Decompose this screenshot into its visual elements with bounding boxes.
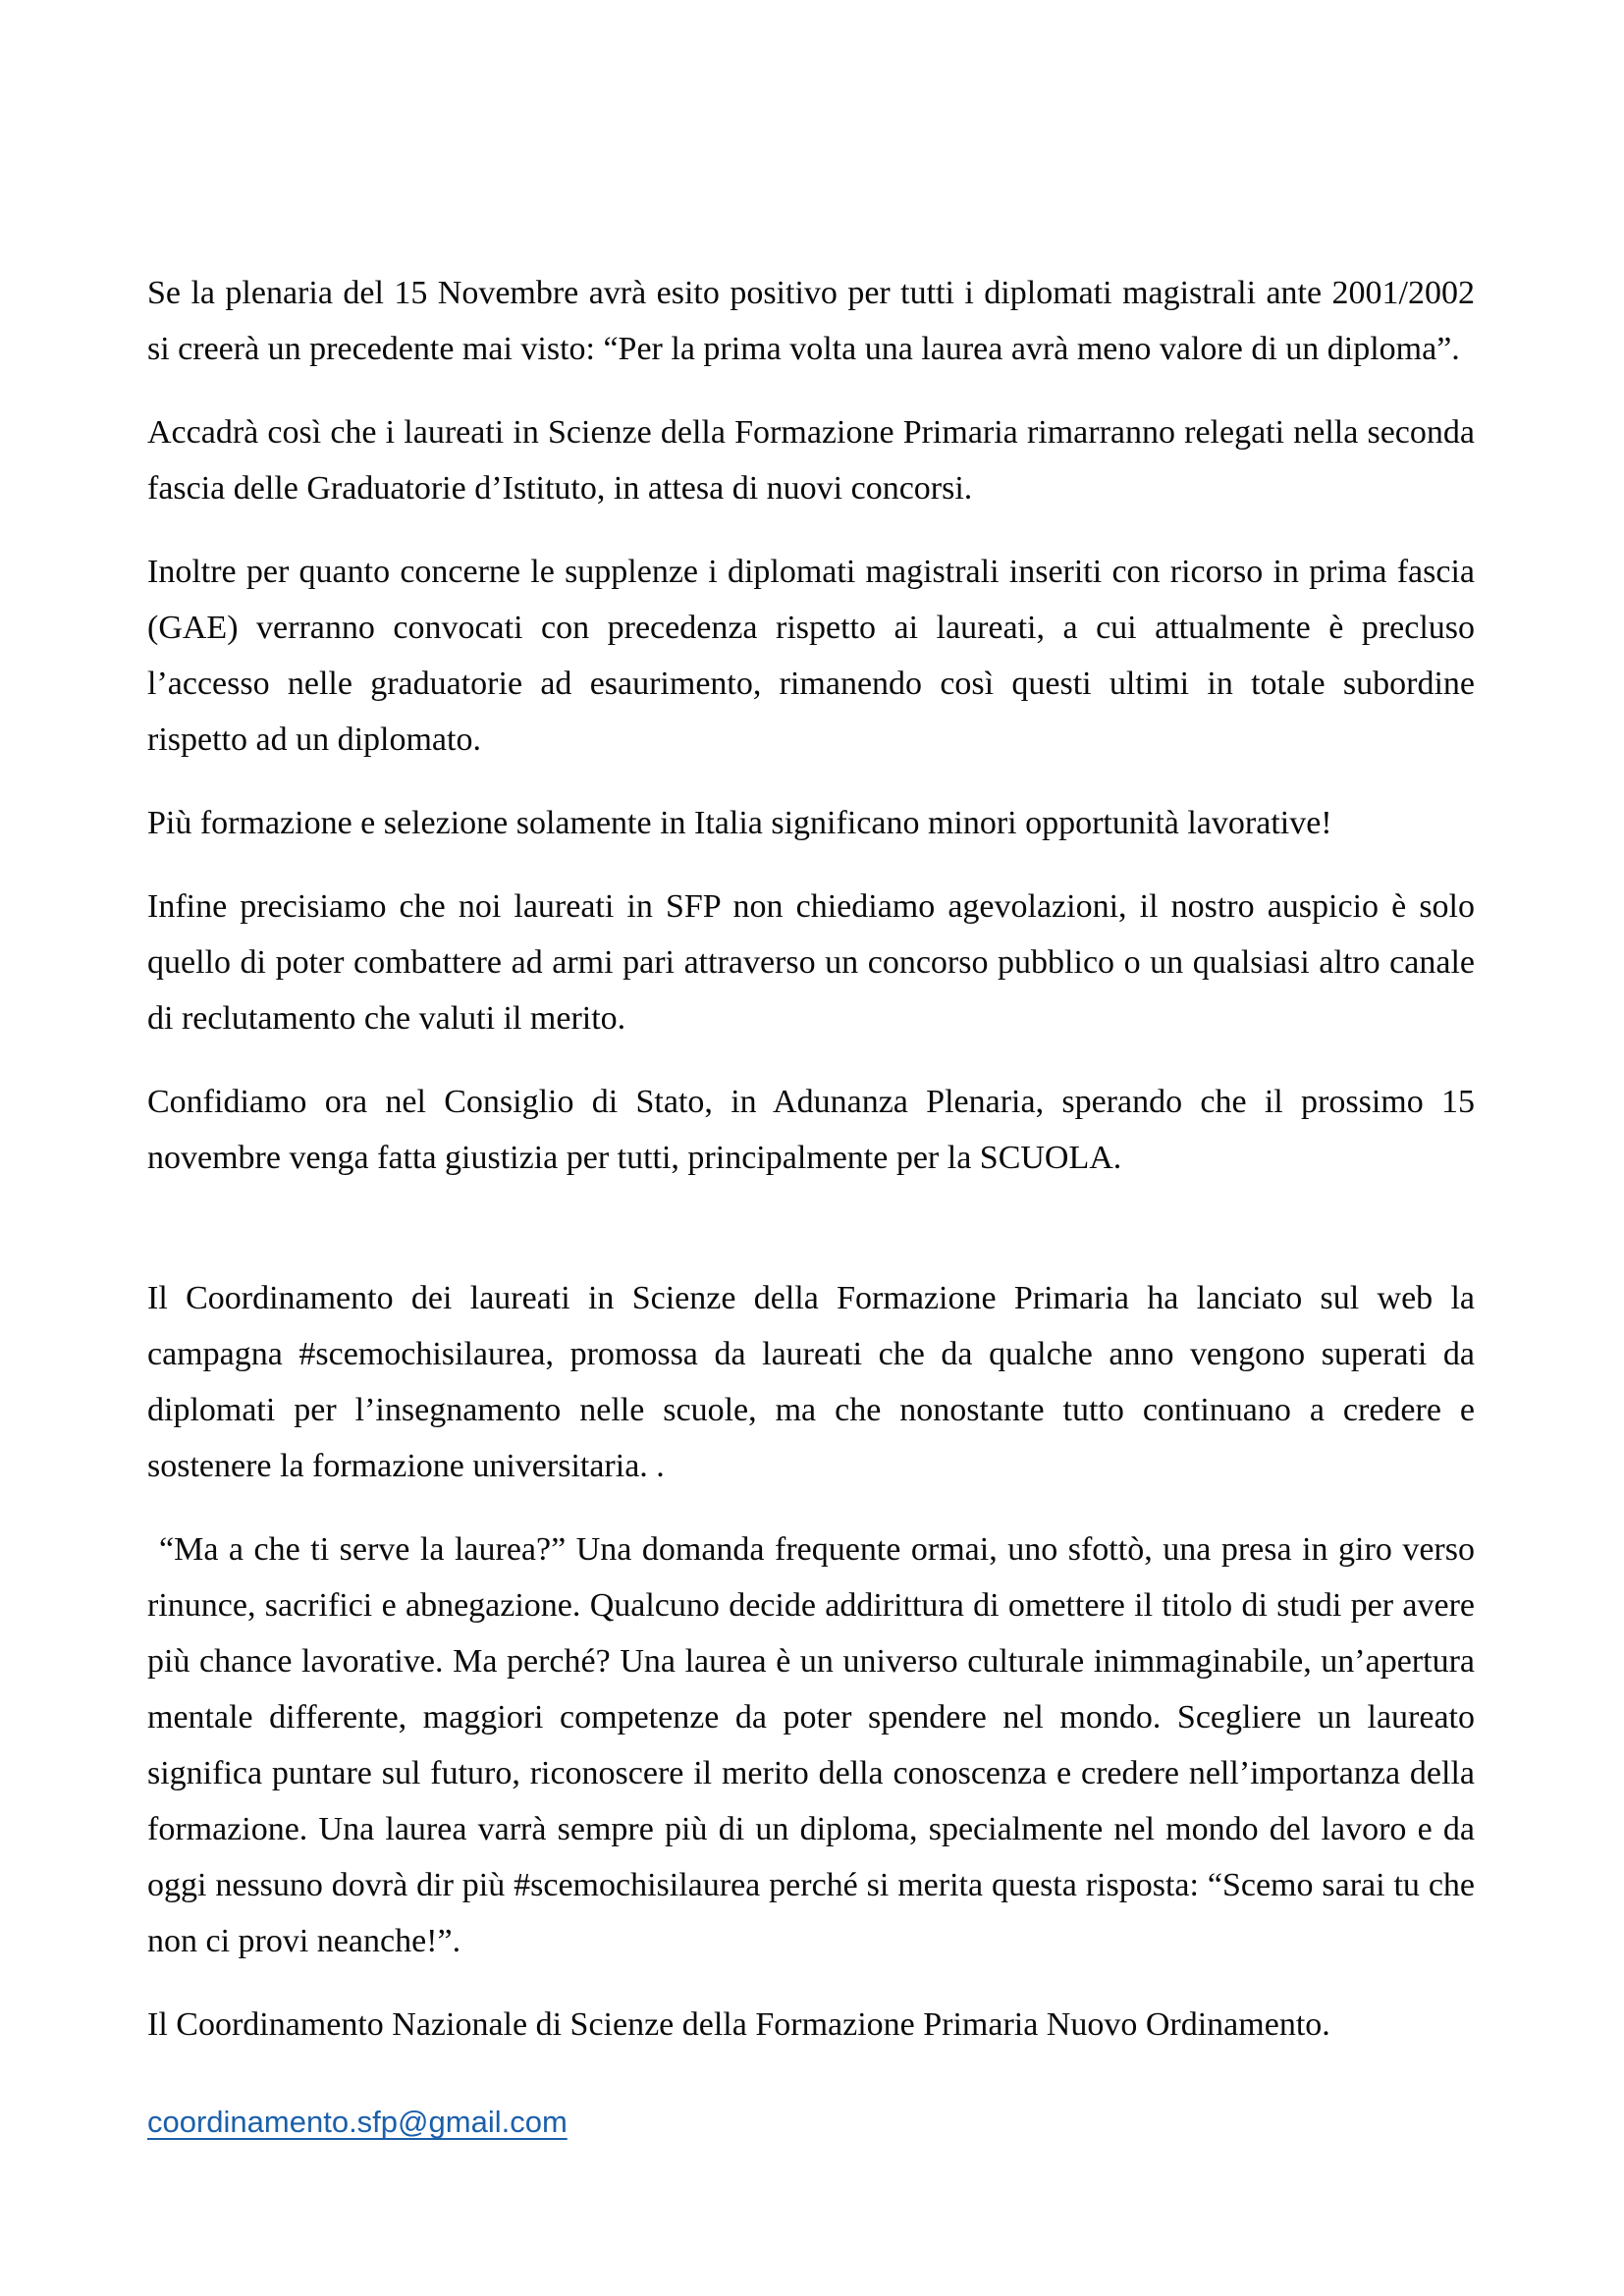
email-link[interactable]: coordinamento.sfp@gmail.com (147, 2105, 568, 2139)
paragraph: “Ma a che ti serve la laurea?” Una domanda frequente ormai, uno sfottò, una presa in giro verso rinunce, sacrifici e abnegazione. Qualcuno decide addirittura di omettere il titolo di studi per avere più chance lavorative. Ma perché? Una laurea è un universo culturale inimmaginabile, un’apertura mentale differente, maggiori competenze da poter spendere nel mondo. Scegliere un laureato significa puntare sul futuro, riconoscere il merito della conoscenza e credere nell’importanza della formazione. Una laurea varrà sempre più di un diploma, specialmente nel mondo del lavoro e da oggi nessuno dovrà dir più #scemochisilaurea perché si merita questa risposta: “Scemo sarai tu che non ci provi neanche!”. (147, 1531, 1475, 1959)
paragraph: Il Coordinamento Nazionale di Scienze della Formazione Primaria Nuovo Ordinamento. (147, 2006, 1330, 2043)
paragraph: Più formazione e selezione solamente in Italia significano minori opportunità lavorative! (147, 805, 1332, 841)
paragraph: Il Coordinamento dei laureati in Scienze della Formazione Primaria ha lanciato sul web la campagna #scemochisilaurea, promossa da laureati che da qualche anno vengono superati da diplomati per l’insegnamento nelle scuole, ma che nonostante tutto continuano a credere e sostenere la formazione universitaria. . (147, 1280, 1475, 1484)
email-paragraph (147, 2094, 1475, 2150)
paragraph: Accadrà così che i laureati in Scienze della Formazione Primaria rimarranno relegati nella seconda fascia delle Graduatorie d’Istituto, in attesa di nuovi concorsi. (147, 414, 1475, 507)
paragraph: Se la plenaria del 15 Novembre avrà esito positivo per tutti i diplomati magistrali ante 2001/2002 si creerà un precedente mai visto: “Per la prima volta una laurea avrà meno valore di un diploma”. (147, 275, 1475, 367)
document-body (147, 265, 1475, 2150)
paragraph: Infine precisiamo che noi laureati in SFP non chiediamo agevolazioni, il nostro auspicio è solo quello di poter combattere ad armi pari attraverso un concorso pubblico o un qualsiasi altro canale di reclutamento che valuti il merito. (147, 888, 1475, 1037)
paragraph: Confidiamo ora nel Consiglio di Stato, in Adunanza Plenaria, sperando che il prossimo 15 novembre venga fatta giustizia per tutti, principalmente per la SCUOLA. (147, 1084, 1475, 1176)
paragraph: Inoltre per quanto concerne le supplenze i diplomati magistrali inseriti con ricorso in prima fascia (GAE) verranno convocati con precedenza rispetto ai laureati, a cui attualmente è precluso l’accesso nelle graduatorie ad esaurimento, rimanendo così questi ultimi in totale subordine rispetto ad un diplomato. (147, 554, 1475, 758)
